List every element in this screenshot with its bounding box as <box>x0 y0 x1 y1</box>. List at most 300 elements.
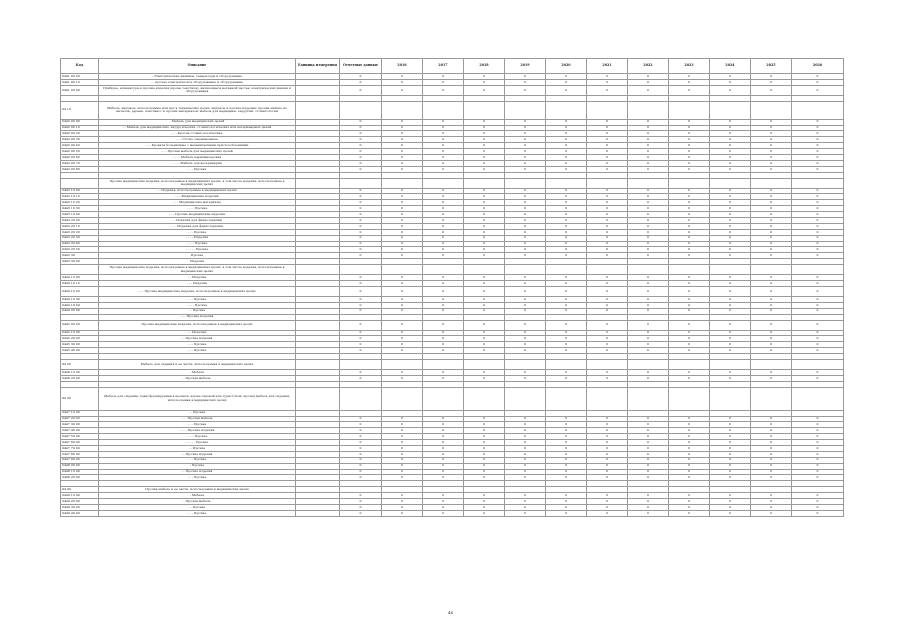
row-value: 0 <box>464 320 505 330</box>
row-value: 0 <box>710 440 751 446</box>
row-value: 0 <box>505 223 546 229</box>
header-c8: 2022 <box>628 59 669 74</box>
row-value: 0 <box>464 336 505 342</box>
row-value: 0 <box>751 247 792 253</box>
row-value: 0 <box>587 308 628 314</box>
row-value: 0 <box>423 194 464 200</box>
row-value: 0 <box>628 155 669 161</box>
row-value: 0 <box>628 330 669 336</box>
row-value: 0 <box>340 281 382 287</box>
row-value: 0 <box>751 160 792 166</box>
row-name: - Мебель для медицинских целей <box>99 119 296 125</box>
row-value: 0 <box>464 445 505 451</box>
row-value: 0 <box>751 286 792 296</box>
row-value: 0 <box>587 119 628 125</box>
row-name: - - Мебель для медицинских, хирургических, стоматологических или ветеринарных целей <box>99 125 296 131</box>
row-value: 0 <box>792 308 844 314</box>
row-value: 0 <box>505 247 546 253</box>
row-code: 0442 00 50 <box>61 149 99 155</box>
row-value: 0 <box>423 369 464 375</box>
row-value: 0 <box>340 336 382 342</box>
row-value: 0 <box>587 434 628 440</box>
row-value: 0 <box>710 229 751 235</box>
row-value: 0 <box>546 463 587 469</box>
row-value: 0 <box>587 498 628 504</box>
row-value <box>669 359 710 369</box>
row-value: 0 <box>587 229 628 235</box>
table-header <box>61 59 844 74</box>
row-value: 0 <box>792 330 844 336</box>
row-value: 0 <box>710 149 751 155</box>
row-value: 0 <box>423 131 464 137</box>
row-value: 0 <box>464 137 505 143</box>
row-name: - - - Прочие медицинские изделия, используемые в медицинских целях <box>99 286 296 296</box>
row-value: 0 <box>505 281 546 287</box>
row-value: 0 <box>382 451 423 457</box>
row-value: 0 <box>546 275 587 281</box>
row-name: - - Прочие <box>99 504 296 510</box>
row-value: 0 <box>710 428 751 434</box>
row-value: 0 <box>423 296 464 302</box>
row-value: 0 <box>464 498 505 504</box>
row-value: 0 <box>464 188 505 194</box>
row-name: - - - Кровати больничные с механическими приспособлениями <box>99 143 296 149</box>
row-value: 0 <box>340 457 382 463</box>
row-value: 0 <box>669 194 710 200</box>
row-value: 0 <box>546 79 587 85</box>
row-value: 0 <box>628 451 669 457</box>
row-value: 0 <box>669 342 710 348</box>
row-value: 0 <box>628 253 669 259</box>
row-name: - - - Медицинские материалы <box>99 200 296 206</box>
row-value: 0 <box>382 422 423 428</box>
row-value <box>382 359 423 369</box>
row-value: 0 <box>792 275 844 281</box>
row-value: 0 <box>751 79 792 85</box>
row-value: 0 <box>464 247 505 253</box>
row-value: 0 <box>628 308 669 314</box>
row-value: 0 <box>423 235 464 241</box>
row-value <box>628 101 669 119</box>
row-value: 0 <box>792 440 844 446</box>
row-value <box>628 387 669 410</box>
row-value: 0 <box>546 302 587 308</box>
row-name: Прочие медицинские изделия, используемые в медицинских целях <box>99 320 296 330</box>
row-value: 0 <box>464 302 505 308</box>
row-value: 0 <box>340 206 382 212</box>
row-value: 0 <box>792 155 844 161</box>
header-c9: 2023 <box>669 59 710 74</box>
row-code: 0442 00 00 <box>61 119 99 125</box>
row-value: 0 <box>423 253 464 259</box>
row-unit <box>296 101 340 119</box>
row-value: 0 <box>751 308 792 314</box>
row-value: 0 <box>546 137 587 143</box>
row-value: 0 <box>669 493 710 499</box>
row-code: 0447 30 00 <box>61 422 99 428</box>
row-value: 0 <box>751 498 792 504</box>
row-value: 0 <box>628 302 669 308</box>
row-value: 0 <box>423 212 464 218</box>
row-value: 0 <box>587 247 628 253</box>
row-value: 0 <box>587 428 628 434</box>
row-code: 0447 80 00 <box>61 451 99 457</box>
row-name: - - - Прочие <box>99 475 296 481</box>
row-value: 0 <box>340 253 382 259</box>
row-value: 0 <box>792 286 844 296</box>
row-value: 0 <box>340 296 382 302</box>
row-value: 0 <box>669 223 710 229</box>
row-value: 0 <box>669 434 710 440</box>
row-value <box>710 265 751 275</box>
row-value: 0 <box>423 206 464 212</box>
table-row <box>61 265 844 275</box>
row-value: 0 <box>546 498 587 504</box>
row-value: 0 <box>792 166 844 172</box>
row-code: 0443 20 30 <box>61 235 99 241</box>
row-value: 0 <box>792 320 844 330</box>
row-value: 0 <box>464 348 505 354</box>
row-value: 0 <box>464 428 505 434</box>
row-value: 0 <box>505 510 546 516</box>
row-value: 0 <box>464 149 505 155</box>
row-value: 0 <box>423 498 464 504</box>
row-value: 0 <box>628 149 669 155</box>
row-value: 0 <box>710 504 751 510</box>
row-name: Изделия <box>99 259 296 265</box>
row-value: 0 <box>669 504 710 510</box>
row-value: 0 <box>423 336 464 342</box>
row-value: 0 <box>505 200 546 206</box>
row-value: 0 <box>340 85 382 95</box>
row-value: 0 <box>669 149 710 155</box>
row-value: 0 <box>505 275 546 281</box>
row-code: 0447 60 00 <box>61 440 99 446</box>
row-code: 0443 10 40 <box>61 212 99 218</box>
row-name: - - Изделия <box>99 330 296 336</box>
row-value: 0 <box>628 493 669 499</box>
row-value: 0 <box>505 286 546 296</box>
row-value <box>382 265 423 275</box>
row-value: 0 <box>382 200 423 206</box>
row-code: 0442 00 10 <box>61 125 99 131</box>
row-value: 0 <box>751 440 792 446</box>
row-code: 0448 20 00 <box>61 475 99 481</box>
row-value: 0 <box>751 330 792 336</box>
row-code: 94 10 <box>61 101 99 119</box>
row-value: 0 <box>587 440 628 446</box>
row-value: 0 <box>710 125 751 131</box>
row-value: 0 <box>505 194 546 200</box>
row-value: 0 <box>546 206 587 212</box>
row-value: 0 <box>423 457 464 463</box>
row-value: 0 <box>751 188 792 194</box>
row-value: 0 <box>628 445 669 451</box>
row-value: 0 <box>792 457 844 463</box>
row-value: 0 <box>340 348 382 354</box>
table-body <box>61 74 844 517</box>
row-code: 0449 30 00 <box>61 504 99 510</box>
row-value: 0 <box>792 469 844 475</box>
table-row <box>61 178 844 188</box>
row-value: 0 <box>792 229 844 235</box>
row-value: 0 <box>710 241 751 247</box>
row-value: 0 <box>669 498 710 504</box>
row-code: 0444 20 00 <box>61 308 99 314</box>
row-code: 0443 10 30 <box>61 206 99 212</box>
row-value: 0 <box>423 510 464 516</box>
row-code: 0443 20 50 <box>61 247 99 253</box>
row-value: 0 <box>340 79 382 85</box>
row-value <box>792 178 844 188</box>
row-value <box>792 359 844 369</box>
row-value: 0 <box>710 469 751 475</box>
row-value <box>669 178 710 188</box>
row-value: 0 <box>340 369 382 375</box>
row-name: Прочая мебель и ее части, используемая в медицинских целях <box>99 487 296 493</box>
row-value <box>792 265 844 275</box>
row-value: 0 <box>751 493 792 499</box>
row-value: 0 <box>423 166 464 172</box>
row-value: 0 <box>382 206 423 212</box>
row-code: 0441 00 10 <box>61 79 99 85</box>
row-value: 0 <box>792 200 844 206</box>
row-value: 0 <box>669 308 710 314</box>
row-name: - - - Медицинские изделия <box>99 194 296 200</box>
row-value: 0 <box>340 445 382 451</box>
row-value: 0 <box>340 330 382 336</box>
row-value: 0 <box>505 493 546 499</box>
row-value: 0 <box>792 498 844 504</box>
row-unit <box>296 387 340 410</box>
header-c6: 2020 <box>546 59 587 74</box>
row-value: 0 <box>546 422 587 428</box>
row-value: 0 <box>587 286 628 296</box>
row-value: 0 <box>628 296 669 302</box>
row-value: 0 <box>669 79 710 85</box>
row-value: 0 <box>340 166 382 172</box>
row-name: - - - - Прочие <box>99 434 296 440</box>
row-name: - - Прочие изделия <box>99 336 296 342</box>
row-value: 0 <box>464 206 505 212</box>
row-name: - - Изделия для физиотерапии <box>99 218 296 224</box>
row-value: 0 <box>546 369 587 375</box>
row-value: 0 <box>546 342 587 348</box>
row-value: 0 <box>382 336 423 342</box>
row-value: 0 <box>382 149 423 155</box>
row-value: 0 <box>751 85 792 95</box>
row-value: 0 <box>792 85 844 95</box>
row-value: 0 <box>464 308 505 314</box>
row-value: 0 <box>792 336 844 342</box>
row-value: 0 <box>382 155 423 161</box>
row-value: 0 <box>464 212 505 218</box>
row-value: 0 <box>546 149 587 155</box>
row-value: 0 <box>587 188 628 194</box>
row-value: 0 <box>669 200 710 206</box>
row-value: 0 <box>546 493 587 499</box>
row-value: 0 <box>382 342 423 348</box>
row-value: 0 <box>464 125 505 131</box>
row-value: 0 <box>792 342 844 348</box>
row-value: 0 <box>464 422 505 428</box>
row-value: 0 <box>340 440 382 446</box>
row-value: 0 <box>546 229 587 235</box>
row-code: 0446 20 00 <box>61 375 99 381</box>
row-value: 0 <box>669 469 710 475</box>
row-value: 0 <box>382 85 423 95</box>
row-value: 0 <box>628 229 669 235</box>
row-value: 0 <box>792 475 844 481</box>
row-value: 0 <box>382 320 423 330</box>
row-value: 0 <box>710 493 751 499</box>
row-value: 0 <box>382 218 423 224</box>
row-value: 0 <box>382 348 423 354</box>
row-code: 0443 10 00 <box>61 188 99 194</box>
row-value: 0 <box>751 475 792 481</box>
header-c10: 2024 <box>710 59 751 74</box>
row-name: - - - Прочие <box>99 342 296 348</box>
row-value: 0 <box>669 302 710 308</box>
row-value: 0 <box>546 469 587 475</box>
row-value: 0 <box>546 125 587 131</box>
row-value: 0 <box>464 493 505 499</box>
row-value: 0 <box>710 296 751 302</box>
row-value: 0 <box>628 463 669 469</box>
row-value: 0 <box>792 125 844 131</box>
row-name: - - - - Прочие <box>99 206 296 212</box>
row-value: 0 <box>464 330 505 336</box>
row-value: 0 <box>710 131 751 137</box>
row-value: 0 <box>505 375 546 381</box>
row-value: 0 <box>628 422 669 428</box>
row-value: 0 <box>792 428 844 434</box>
row-name: - - - - Прочие изделия <box>99 428 296 434</box>
row-value: 0 <box>628 241 669 247</box>
row-name: - - - Изделия для физиотерапии <box>99 223 296 229</box>
row-name: - - - Прочая мебель <box>99 416 296 422</box>
header-c12: 2026 <box>792 59 844 74</box>
row-code: 0444 10 20 <box>61 286 99 296</box>
row-value: 0 <box>710 155 751 161</box>
row-value <box>546 359 587 369</box>
row-value: 0 <box>751 212 792 218</box>
row-value: 0 <box>423 137 464 143</box>
row-value: 0 <box>628 119 669 125</box>
row-value: 0 <box>751 296 792 302</box>
row-value: 0 <box>464 74 505 80</box>
row-value: 0 <box>505 149 546 155</box>
row-value: 0 <box>382 160 423 166</box>
row-value: 0 <box>340 188 382 194</box>
row-value: 0 <box>382 143 423 149</box>
row-value: 0 <box>505 445 546 451</box>
row-value: 0 <box>382 275 423 281</box>
row-value: 0 <box>340 510 382 516</box>
row-value: 0 <box>587 463 628 469</box>
row-value: 0 <box>669 510 710 516</box>
row-value: 0 <box>546 348 587 354</box>
row-value: 0 <box>382 74 423 80</box>
row-value <box>464 359 505 369</box>
row-name: - Прочая мебель <box>99 375 296 381</box>
row-value: 0 <box>546 445 587 451</box>
row-value: 0 <box>628 137 669 143</box>
row-value: 0 <box>423 434 464 440</box>
row-value <box>505 265 546 275</box>
row-value: 0 <box>340 493 382 499</box>
row-code <box>61 265 99 275</box>
row-value: 0 <box>464 440 505 446</box>
row-value: 0 <box>423 74 464 80</box>
row-code: 0442 00 30 <box>61 137 99 143</box>
row-value: 0 <box>669 74 710 80</box>
row-code: 0443 10 10 <box>61 194 99 200</box>
row-value: 0 <box>751 445 792 451</box>
row-value: 0 <box>423 155 464 161</box>
row-value: 0 <box>464 253 505 259</box>
row-value <box>505 359 546 369</box>
row-value: 0 <box>751 223 792 229</box>
row-value: 0 <box>587 275 628 281</box>
row-value: 0 <box>587 223 628 229</box>
row-value: 0 <box>464 463 505 469</box>
row-value: 0 <box>464 342 505 348</box>
row-name: - - прочее электрическое оборудование и оборудование <box>99 79 296 85</box>
row-value: 0 <box>628 275 669 281</box>
row-name: Прочие медицинские изделия, используемые в медицинских целях, в том числе изделия, используемые в медицинских целях <box>99 265 296 275</box>
row-value <box>587 178 628 188</box>
row-value: 0 <box>423 85 464 95</box>
row-value: 0 <box>587 212 628 218</box>
row-value: 0 <box>792 510 844 516</box>
row-value: 0 <box>792 149 844 155</box>
row-value: 0 <box>628 457 669 463</box>
row-code: 0442 00 60 <box>61 155 99 161</box>
row-value: 0 <box>423 320 464 330</box>
row-name: - - - - Прочие <box>99 302 296 308</box>
row-value: 0 <box>505 336 546 342</box>
row-code: 0447 40 00 <box>61 428 99 434</box>
row-value: 0 <box>587 85 628 95</box>
row-value: 0 <box>669 422 710 428</box>
row-value: 0 <box>546 194 587 200</box>
row-value: 0 <box>382 428 423 434</box>
row-value: 0 <box>751 74 792 80</box>
row-value: 0 <box>751 375 792 381</box>
row-value: 0 <box>505 188 546 194</box>
row-value: 0 <box>423 330 464 336</box>
row-value: 0 <box>505 320 546 330</box>
row-value: 0 <box>423 229 464 235</box>
row-value: 0 <box>382 302 423 308</box>
row-value: 0 <box>628 428 669 434</box>
row-value: 0 <box>423 286 464 296</box>
row-value: 0 <box>464 166 505 172</box>
row-value <box>464 387 505 410</box>
row-value: 0 <box>340 212 382 218</box>
row-value: 0 <box>792 235 844 241</box>
row-value: 0 <box>546 434 587 440</box>
row-value: 0 <box>669 160 710 166</box>
row-value: 0 <box>669 275 710 281</box>
row-value <box>587 359 628 369</box>
row-value: 0 <box>382 369 423 375</box>
row-value: 0 <box>382 137 423 143</box>
row-value: 0 <box>587 166 628 172</box>
row-value: 0 <box>669 206 710 212</box>
row-value: 0 <box>340 235 382 241</box>
